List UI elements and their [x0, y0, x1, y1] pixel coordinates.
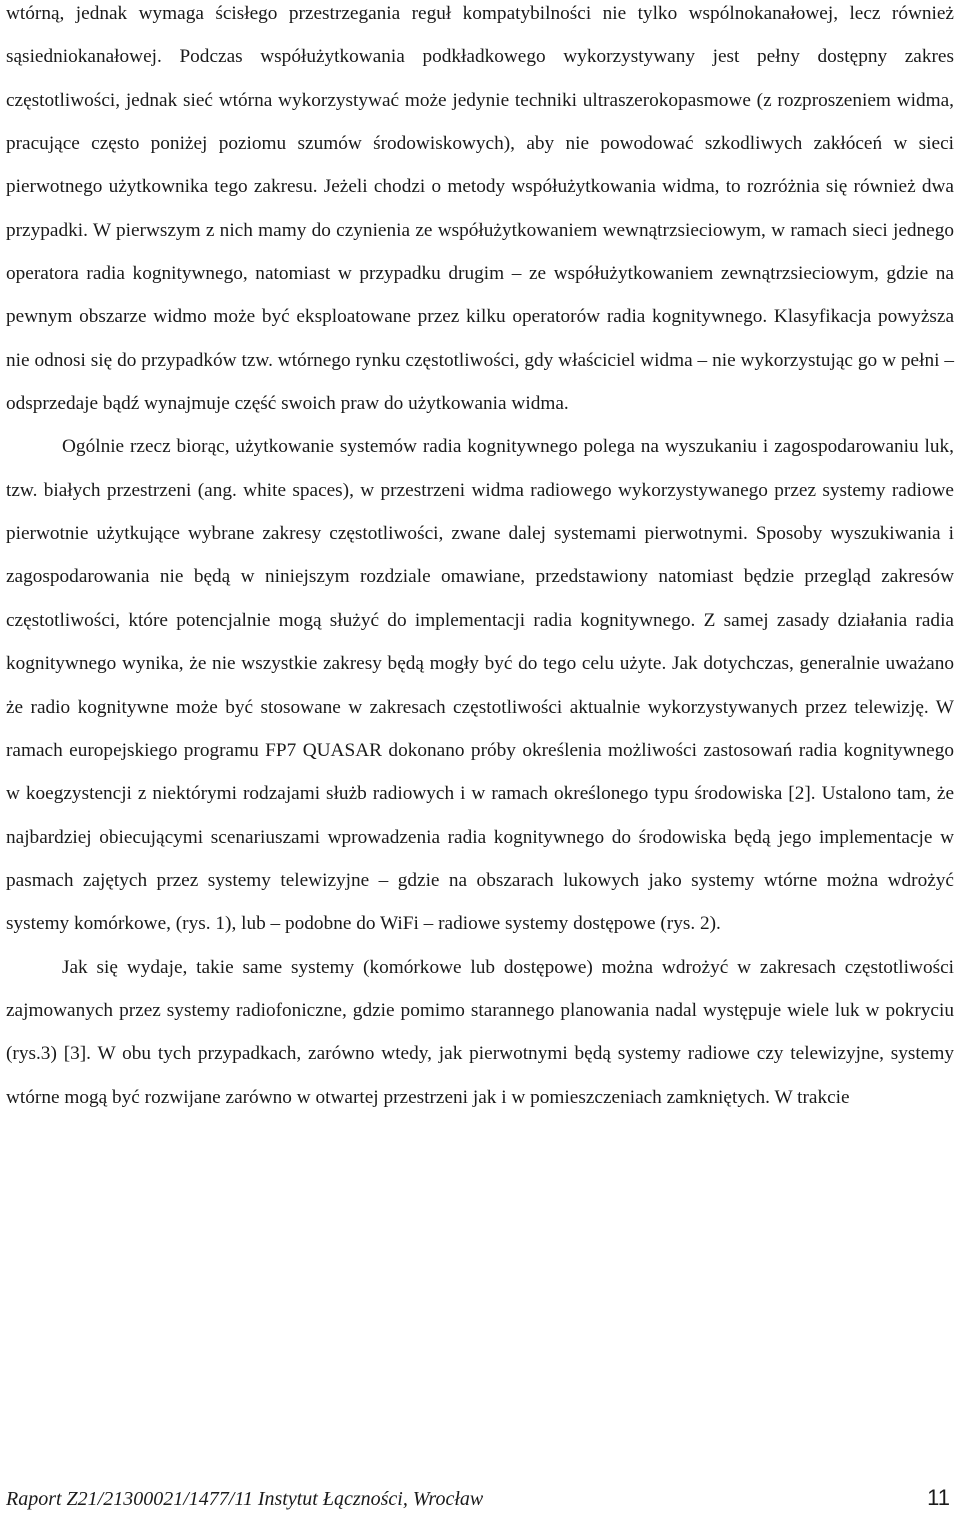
body-paragraph: Jak się wydaje, takie same systemy (komórkowe lub dostępowe) można wdrożyć w zakresach częstotliwości zajmowanych przez systemy radiofoniczne, gdzie pomimo starannego planowania nadal występuje wiele luk w pokryciu (rys.3) [3]. W obu tych przypadkach, zarówno wtedy, jak pierwotnymi będą systemy radiowe czy telewizyjne, systemy wtórne mogą być rozwijane zarówno w otwartej przestrzeni jak i w pomieszczeniach zamkniętych. W trakcie	[6, 956, 954, 1108]
document-body	[6, 0, 954, 1119]
page-number: 11	[927, 1485, 950, 1510]
body-paragraph: Ogólnie rzecz biorąc, użytkowanie systemów radia kognitywnego polega na wyszukaniu i zagospodarowaniu luk, tzw. białych przestrzeni (ang. white spaces), w przestrzeni widma radiowego wykorzystywanego przez systemy radiowe pierwotnie użytkujące wybrane zakresy częstotliwości, zwane dalej systemami pierwotnymi. Sposoby wyszukiwania i zagospodarowania nie będą w niniejszym rozdziale omawiane, przedstawiony natomiast będzie przegląd zakresów częstotliwości, które potencjalnie mogą służyć do implementacji radia kognitywnego. Z samej zasady działania radia kognitywnego wynika, że nie wszystkie zakresy będą mogły być do tego celu użyte. Jak dotychczas, generalnie uważano że radio kognitywne może być stosowane w zakresach częstotliwości aktualnie wykorzystywanych przez telewizję. W ramach europejskiego programu FP7 QUASAR dokonano próby określenia możliwości zastosowań radia kognitywnego w koegzystencji z niektórymi rodzajami służb radiowych i w ramach określonego typu środowiska [2]. Ustalono tam, że najbardziej obiecującymi scenariuszami wprowadzenia radia kognitywnego do środowiska będą jego implementacje w pasmach zajętych przez systemy telewizyjne – gdzie na obszarach lukowych jako systemy wtórne można wdrożyć systemy komórkowe, (rys. 1), lub – podobne do WiFi – radiowe systemy dostępowe (rys. 2).	[6, 436, 954, 935]
page-footer	[6, 1486, 952, 1522]
report-label: Raport Z21/21300021/1477/11 Instytut Łączności, Wrocław	[6, 1488, 484, 1510]
body-paragraph: wtórną, jednak wymaga ścisłego przestrzegania reguł kompatybilności nie tylko wspólnokanałowej, lecz również sąsiedniokanałowej. Podczas współużytkowania podkładkowego wykorzystywany jest pełny dostępny zakres częstotliwości, jednak sieć wtórna wykorzystywać może jedynie techniki ultraszerokopasmowe (z rozproszeniem widma, pracujące często poniżej poziomu szumów środowiskowych), aby nie powodować szkodliwych zakłóceń w sieci pierwotnego użytkownika tego zakresu. Jeżeli chodzi o metody współużytkowania widma, to rozróżnia się również dwa przypadki. W pierwszym z nich mamy do czynienia ze współużytkowaniem wewnątrzsieciowym, w ramach sieci jednego operatora radia kognitywnego, natomiast w przypadku drugim – ze współużytkowaniem zewnątrzsieciowym, gdzie na pewnym obszarze widmo może być eksploatowane przez kilku operatorów radia kognitywnego. Klasyfikacja powyższa nie odnosi się do przypadków tzw. wtórnego rynku częstotliwości, gdy właściciel widma – nie wykorzystując go w pełni – odsprzedaje bądź wynajmuje część swoich praw do użytkowania widma.	[6, 3, 954, 415]
